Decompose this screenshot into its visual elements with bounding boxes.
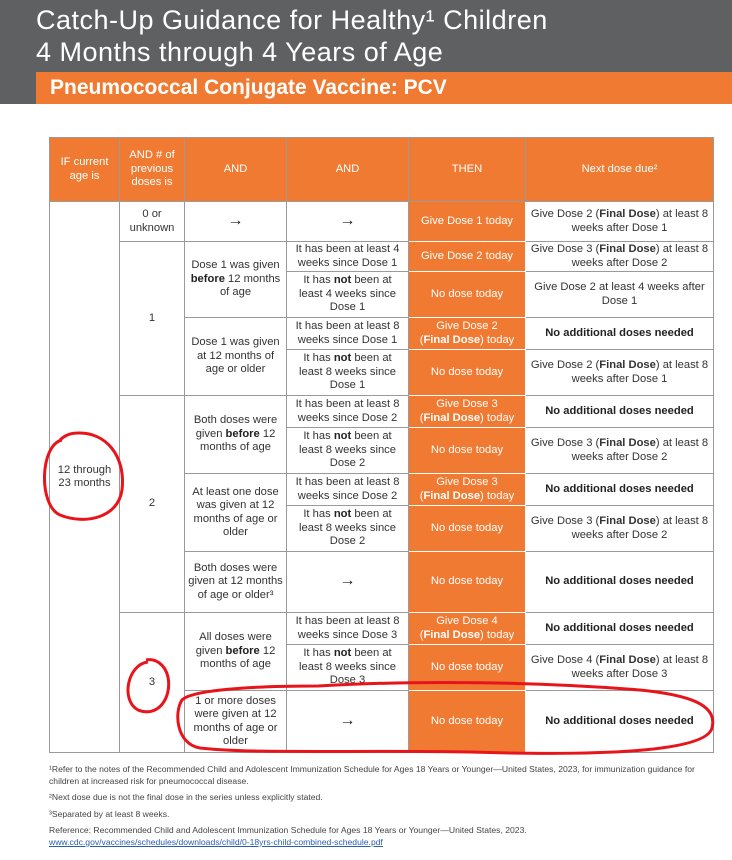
title-line-2: 4 Months through 4 Years of Age (36, 37, 444, 67)
reference-link[interactable]: www.cdc.gov/vaccines/schedules/downloads/child/0-18yrs-child-combined-schedule.pdf (49, 836, 383, 847)
footnote-3: ³Separated by at least 8 weeks. (49, 808, 170, 819)
and2-cell: It has not been at least 8 weeks since Dose 3 (287, 645, 409, 691)
next-cell: Give Dose 3 (Final Dose) at least 8 weeks after Dose 2 (526, 428, 714, 474)
footnote-1: ¹Refer to the notes of the Recommended Child and Adolescent Immunization Schedule for Ages 18 Years or Younger—United States, 2023, for immunization guidance for children at increased risk for pneumococcal disease. (49, 764, 695, 786)
then-cell: Give Dose 3 (Final Dose) today (409, 474, 526, 506)
and2-cell: It has been at least 8 weeks since Dose 2 (287, 396, 409, 428)
table-row (50, 242, 714, 272)
then-cell: No dose today (409, 272, 526, 318)
and2-cell: It has been at least 8 weeks since Dose 3 (287, 613, 409, 645)
next-cell: Give Dose 3 (Final Dose) at least 8 weeks after Dose 2 (526, 242, 714, 272)
and2-cell: It has not been at least 8 weeks since Dose 2 (287, 506, 409, 552)
and1-cell: All doses were given before 12 months of age (185, 613, 287, 691)
next-cell: Give Dose 2 (Final Dose) at least 8 weeks after Dose 1 (526, 350, 714, 396)
header-doses: AND # of previous doses is (120, 138, 185, 202)
and1-cell: 1 or more doses were given at 12 months of age or older (185, 691, 287, 753)
then-cell: No dose today (409, 645, 526, 691)
header-and-2: AND (287, 138, 409, 202)
and1-cell: Both doses were given at 12 months of age or older³ (185, 552, 287, 613)
age-cell (50, 202, 120, 753)
and2-cell: It has been at least 8 weeks since Dose 2 (287, 474, 409, 506)
and2-cell (287, 691, 409, 753)
table-row (50, 202, 714, 242)
page-subtitle: Pneumococcal Conjugate Vaccine: PCV (50, 76, 447, 99)
table-row (50, 396, 714, 428)
page-title (36, 4, 726, 68)
footnote-2: ²Next dose due is not the final dose in the series unless explicitly stated. (49, 792, 323, 803)
arrow-icon: → (339, 211, 356, 229)
and1-cell: At least one dose was given at 12 months of age or older (185, 474, 287, 552)
doses-cell: 0 or unknown (120, 202, 185, 242)
then-cell: No dose today (409, 552, 526, 613)
header-age: IF current age is (50, 138, 120, 202)
next-cell: No additional doses needed (526, 613, 714, 645)
footnotes (49, 764, 719, 854)
header-then: THEN (409, 138, 526, 202)
then-cell: Give Dose 2 today (409, 242, 526, 272)
arrow-icon: → (339, 711, 356, 729)
doses-cell: 2 (120, 396, 185, 613)
then-cell: No dose today (409, 691, 526, 753)
and2-cell: It has not been at least 8 weeks since Dose 2 (287, 428, 409, 474)
next-cell: Give Dose 4 (Final Dose) at least 8 weeks after Dose 3 (526, 645, 714, 691)
and2-cell (287, 552, 409, 613)
catch-up-table (49, 137, 714, 753)
and2-cell: It has not been at least 8 weeks since Dose 1 (287, 350, 409, 396)
then-cell: Give Dose 4 (Final Dose) today (409, 613, 526, 645)
and1-cell: Dose 1 was given at 12 months of age or older (185, 318, 287, 396)
arrow-icon: → (227, 211, 244, 229)
then-cell: No dose today (409, 350, 526, 396)
then-cell: No dose today (409, 428, 526, 474)
and1-cell: Both doses were given before 12 months of age (185, 396, 287, 474)
and2-cell: It has been at least 4 weeks since Dose 1 (287, 242, 409, 272)
header-and-1: AND (185, 138, 287, 202)
and1-cell (185, 202, 287, 242)
and2-cell (287, 202, 409, 242)
then-cell: No dose today (409, 506, 526, 552)
doses-cell: 1 (120, 242, 185, 396)
then-cell: Give Dose 1 today (409, 202, 526, 242)
next-cell: No additional doses needed (526, 691, 714, 753)
next-cell: Give Dose 3 (Final Dose) at least 8 weeks after Dose 2 (526, 506, 714, 552)
then-cell: Give Dose 2 (Final Dose) today (409, 318, 526, 350)
arrow-icon: → (339, 572, 356, 590)
table-header-row (50, 138, 714, 202)
next-cell: No additional doses needed (526, 474, 714, 506)
header-next: Next dose due² (526, 138, 714, 202)
next-cell: Give Dose 2 (Final Dose) at least 8 weeks after Dose 1 (526, 202, 714, 242)
table-row (50, 613, 714, 645)
next-cell: Give Dose 2 at least 4 weeks after Dose 1 (526, 272, 714, 318)
and1-cell: Dose 1 was given before 12 months of age (185, 242, 287, 318)
next-cell: No additional doses needed (526, 318, 714, 350)
and2-cell: It has been at least 8 weeks since Dose 1 (287, 318, 409, 350)
reference: Reference: Recommended Child and Adolescent Immunization Schedule for Ages 18 Years or Younger—United States, 2023. www.cdc.gov/vaccines/schedules/downloads/child/0-18yrs-child-combined-schedule.pdf (49, 825, 527, 847)
age-value: 12 through 23 months (57, 463, 112, 489)
title-line-1: Catch-Up Guidance for Healthy¹ Children (36, 5, 548, 35)
doses-cell: 3 (120, 613, 185, 753)
and2-cell: It has not been at least 4 weeks since Dose 1 (287, 272, 409, 318)
next-cell: No additional doses needed (526, 552, 714, 613)
next-cell: No additional doses needed (526, 396, 714, 428)
then-cell: Give Dose 3 (Final Dose) today (409, 396, 526, 428)
